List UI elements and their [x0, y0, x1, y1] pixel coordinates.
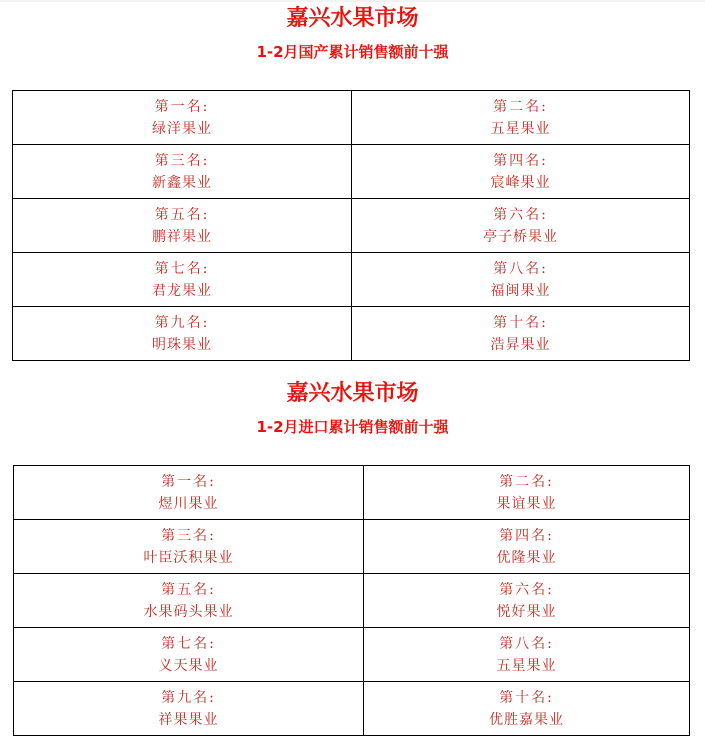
- rank-cell: [352, 145, 690, 199]
- rank-cell: [13, 91, 352, 145]
- rank-company: 浩昇果业: [490, 336, 551, 353]
- rank-cell: [14, 466, 364, 520]
- rank-place: 第二名:: [499, 473, 554, 490]
- rank-place: 第六名:: [493, 206, 548, 223]
- rank-company: 福闽果业: [490, 282, 551, 299]
- table-row: [14, 574, 690, 628]
- rank-place: 第五名:: [161, 581, 216, 598]
- rank-place: 第八名:: [499, 635, 554, 652]
- rank-place: 第九名:: [161, 689, 216, 706]
- rank-place: 第四名:: [493, 152, 548, 169]
- table-row: [14, 466, 690, 520]
- table-row: [14, 682, 690, 736]
- rank-company: 水果码头果业: [143, 603, 234, 620]
- rank-place: 第六名:: [499, 581, 554, 598]
- table-row: [13, 91, 690, 145]
- rank-cell: [364, 574, 690, 628]
- rank-company: 鹏祥果业: [152, 228, 212, 245]
- rank-cell: [13, 253, 352, 307]
- rank-company: 果谊果业: [496, 495, 557, 512]
- rank-place: 第七名:: [161, 635, 216, 652]
- rank-cell: [364, 682, 690, 736]
- table-row: [14, 520, 690, 574]
- rank-cell: [13, 199, 352, 253]
- rank-cell: [364, 628, 690, 682]
- section-title-domestic: 嘉兴水果市场: [286, 6, 419, 31]
- rank-place: 第七名:: [154, 260, 210, 277]
- rank-place: 第一名:: [154, 98, 210, 115]
- rank-company: 明珠果业: [152, 336, 212, 353]
- ranking-table-imported: [13, 465, 690, 736]
- rank-place: 第一名:: [161, 473, 216, 490]
- rank-cell: [14, 628, 364, 682]
- table-row: [14, 628, 690, 682]
- rank-company: 义天果业: [158, 657, 219, 674]
- rank-cell: [352, 307, 690, 361]
- rank-cell: [364, 520, 690, 574]
- rank-cell: [364, 466, 690, 520]
- rank-cell: [352, 253, 690, 307]
- top-divider: [0, 0, 705, 2]
- rank-cell: [352, 91, 690, 145]
- rank-cell: [14, 520, 364, 574]
- rank-company: 优胜嘉果业: [489, 711, 564, 728]
- rank-cell: [13, 307, 352, 361]
- rank-place: 第三名:: [154, 152, 210, 169]
- rank-cell: [14, 574, 364, 628]
- rank-company: 悦好果业: [496, 603, 557, 620]
- rank-place: 第三名:: [161, 527, 216, 544]
- rank-place: 第九名:: [154, 314, 210, 331]
- table-row: [13, 145, 690, 199]
- section-subtitle-imported: 1-2月进口累计销售额前十强: [256, 418, 449, 436]
- rank-company: 煜川果业: [158, 495, 219, 512]
- ranking-table-domestic: [12, 90, 690, 361]
- rank-cell: [352, 199, 690, 253]
- section-title-imported: 嘉兴水果市场: [286, 381, 419, 406]
- table-row: [13, 307, 690, 361]
- rank-cell: [14, 682, 364, 736]
- rank-company: 绿洋果业: [152, 120, 212, 137]
- rank-place: 第十名:: [499, 689, 554, 706]
- rank-company: 宸峰果业: [490, 174, 551, 191]
- rank-place: 第八名:: [493, 260, 548, 277]
- rank-place: 第十名:: [493, 314, 548, 331]
- rank-company: 新鑫果业: [152, 174, 212, 191]
- table-row: [13, 199, 690, 253]
- rank-company: 五星果业: [490, 120, 551, 137]
- rank-place: 第五名:: [154, 206, 210, 223]
- rank-company: 君龙果业: [152, 282, 212, 299]
- rank-company: 祥果果业: [158, 711, 219, 728]
- rank-company: 五星果业: [496, 657, 557, 674]
- rank-company: 优隆果业: [496, 549, 557, 566]
- rank-place: 第四名:: [499, 527, 554, 544]
- rank-company: 亭子桥果业: [483, 228, 558, 245]
- rank-company: 叶臣沃积果业: [143, 549, 234, 566]
- section-subtitle-domestic: 1-2月国产累计销售额前十强: [256, 43, 449, 61]
- rank-cell: [13, 145, 352, 199]
- table-row: [13, 253, 690, 307]
- rank-place: 第二名:: [493, 98, 548, 115]
